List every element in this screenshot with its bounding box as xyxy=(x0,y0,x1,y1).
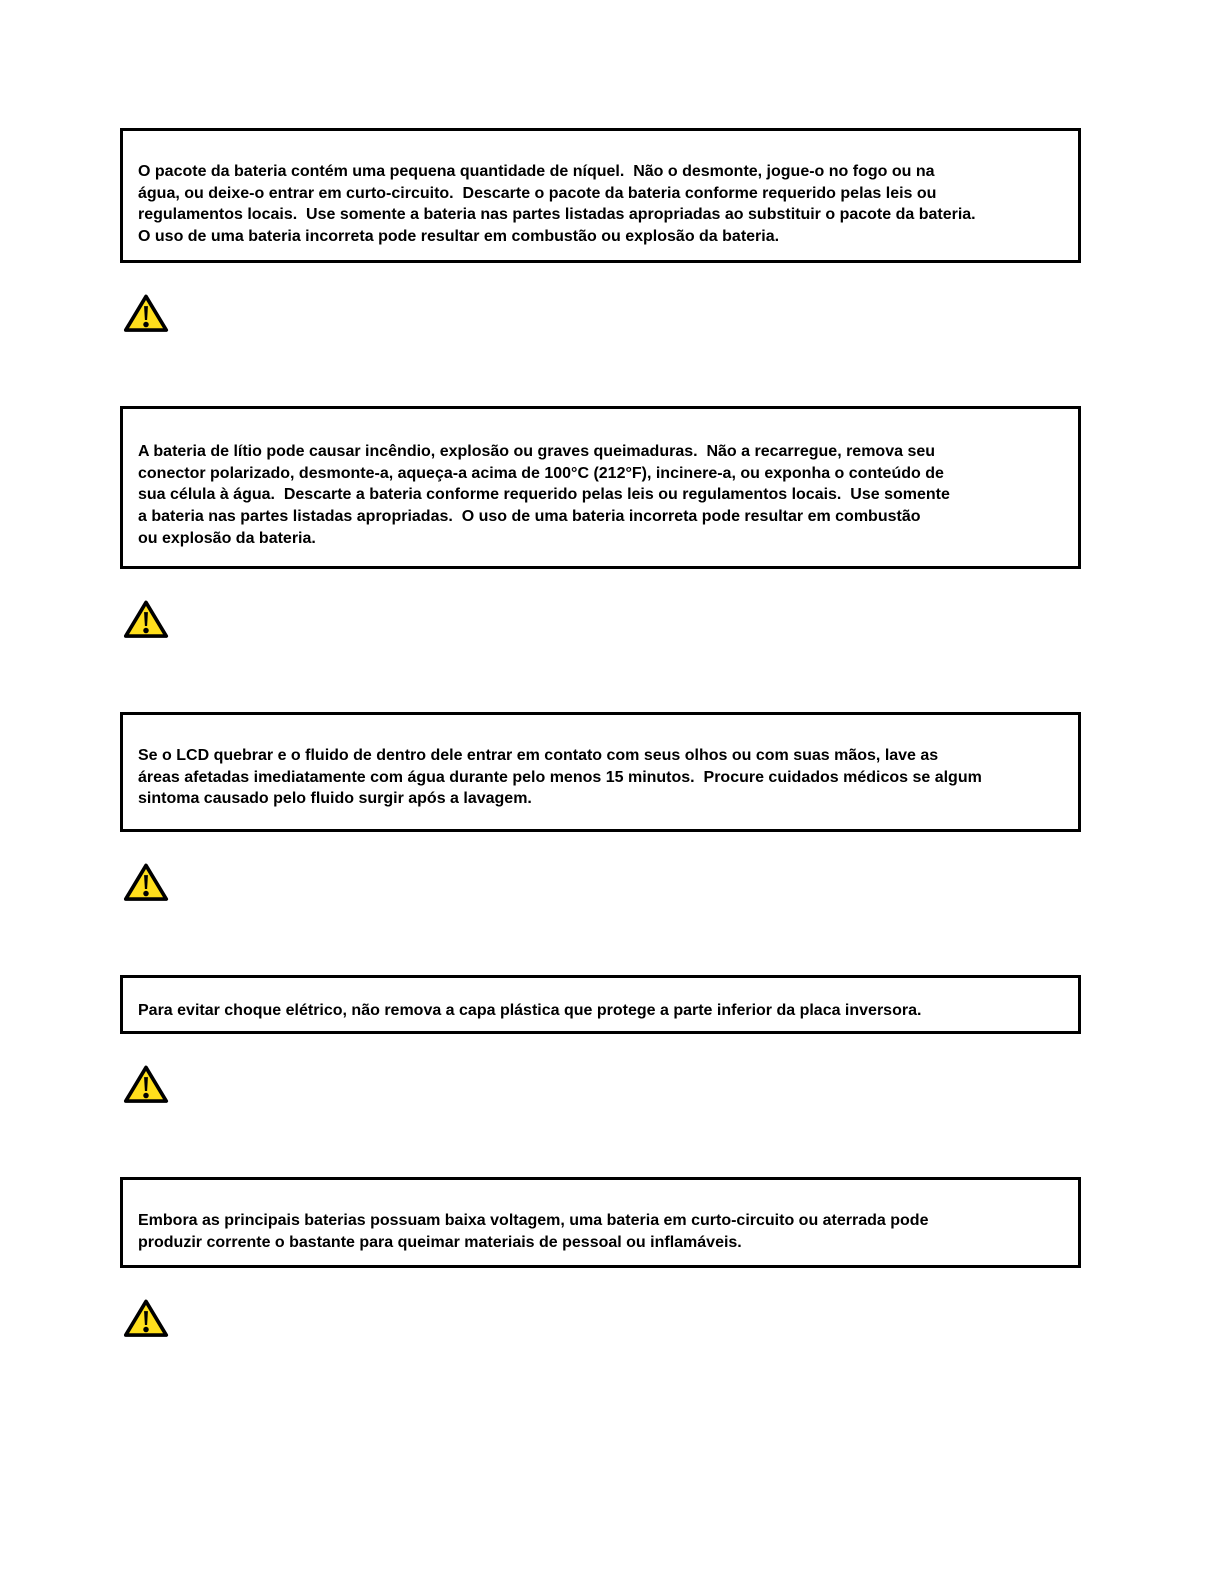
notice-line: Embora as principais baterias possuam baixa voltagem, uma bateria em curto-circuito ou aterrada pode xyxy=(138,1212,929,1229)
notice-line: sintoma causado pelo fluido surgir após a lavagem. xyxy=(138,790,532,808)
warning-triangle-icon xyxy=(123,1064,169,1105)
notice-line: A bateria de lítio pode causar incêndio, explosão ou graves queimaduras. Não a recarregue, remova seu xyxy=(138,443,936,460)
warning-triangle-icon xyxy=(123,862,169,903)
notice-line: conector polarizado, desmonte-a, aqueça-a acima de 100°C (212°F), incinere-a, ou exponha o conteúdo de xyxy=(138,464,944,482)
warning-notice-box-lcd-fluid xyxy=(120,712,1081,832)
warning-notice-box-electric-shock xyxy=(120,975,1081,1034)
notice-line: Se o LCD quebrar e o fluido de dentro dele entrar em contato com seus olhos ou com suas mãos, lave as xyxy=(138,747,939,764)
warning-notice-box-lithium-battery xyxy=(120,406,1081,569)
notice-line: áreas afetadas imediatamente com água durante pelo menos 15 minutos. Procure cuidados médicos se algum xyxy=(138,768,982,786)
notice-line: ou explosão da bateria. xyxy=(138,529,316,547)
notice-line: O uso de uma bateria incorreta pode resultar em combustão ou explosão da bateria. xyxy=(138,228,780,246)
warning-triangle-icon xyxy=(123,1298,169,1339)
warning-notice-box-low-voltage xyxy=(120,1177,1081,1268)
warning-triangle-icon xyxy=(123,293,169,334)
notice-line: sua célula à água. Descarte a bateria conforme requerido pelas leis ou regulamentos locais. Use somente xyxy=(138,486,950,504)
notice-line: produzir corrente o bastante para queimar materiais de pessoal ou inflamáveis. xyxy=(138,1233,742,1251)
notice-line: a bateria nas partes listadas apropriadas. O uso de uma bateria incorreta pode resultar em combustão xyxy=(138,508,921,526)
notice-line: O pacote da bateria contém uma pequena quantidade de níquel. Não o desmonte, jogue-o no fogo ou na xyxy=(138,163,935,180)
warning-triangle-icon xyxy=(123,599,169,640)
notice-line: regulamentos locais. Use somente a bateria nas partes listadas apropriadas ao substituir o pacote da bateria. xyxy=(138,206,976,224)
notice-line: água, ou deixe-o entrar em curto-circuito. Descarte o pacote da bateria conforme requerido pelas leis ou xyxy=(138,184,937,202)
warning-notice-box-battery-pack xyxy=(120,128,1081,263)
notice-line: Para evitar choque elétrico, não remova a capa plástica que protege a parte inferior da placa inversora. xyxy=(138,1002,922,1019)
